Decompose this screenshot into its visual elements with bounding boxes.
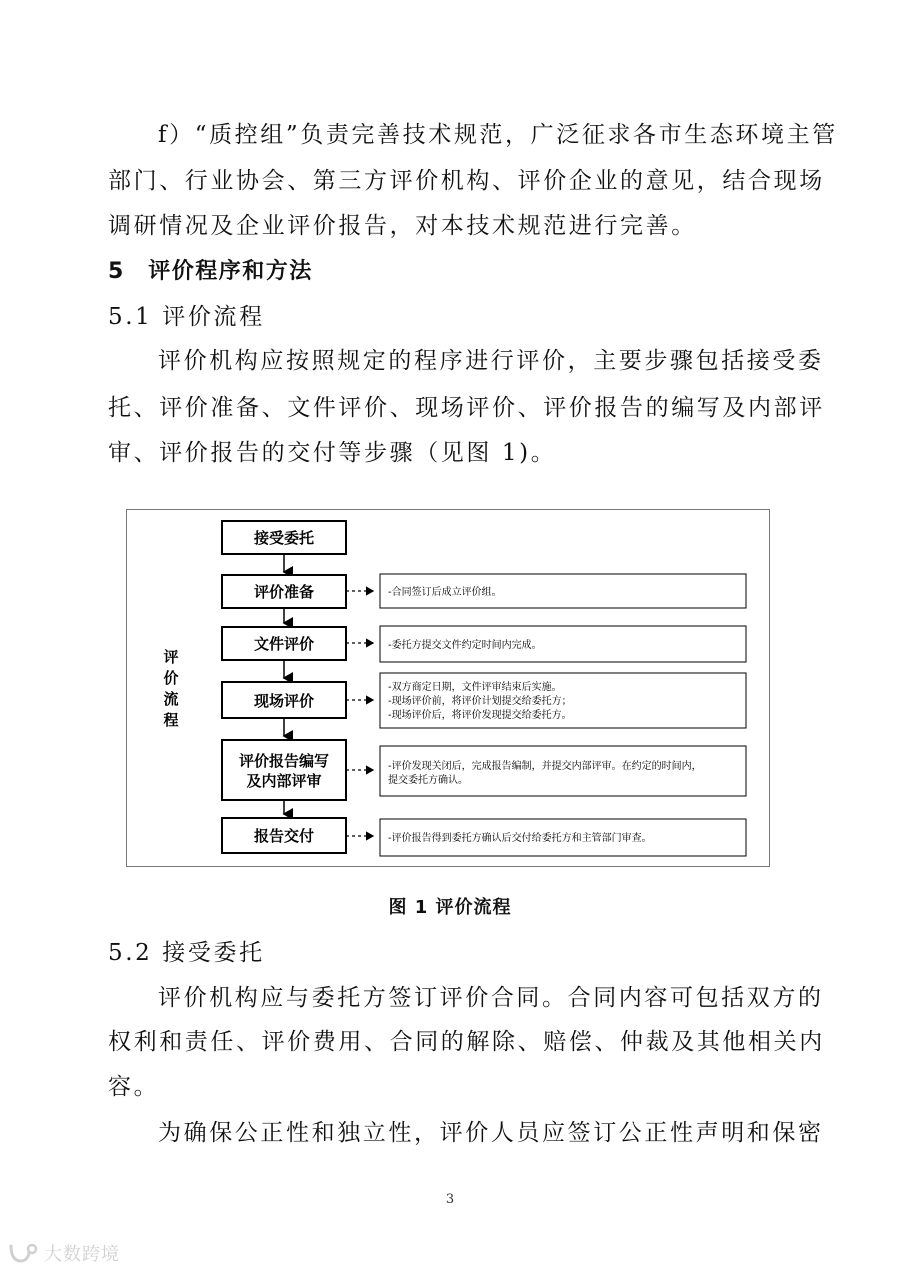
note-text: -委托方提交文件约定时间内完成。 xyxy=(388,640,542,651)
side-label-char: 流 xyxy=(163,690,179,708)
subsection-heading: 5.1 评价流程 xyxy=(108,304,265,330)
step-label: 现场评价 xyxy=(253,692,315,710)
subsection-heading: 5.2 接受委托 xyxy=(108,940,265,966)
paragraph-line: 评价机构应与委托方签订评价合同。合同内容可包括双方的 xyxy=(158,985,824,1011)
step-label: 评价报告编写 xyxy=(238,752,330,770)
note-text: -合同签订后成立评价组。 xyxy=(388,587,502,598)
step-label: 及内部评审 xyxy=(246,772,322,790)
side-label-char: 程 xyxy=(163,711,179,729)
note-text: -现场评价后，将评价发现提交给委托方。 xyxy=(388,710,572,721)
flowchart-figure xyxy=(126,509,770,867)
figure-caption: 图 1 评价流程 xyxy=(388,897,512,918)
watermark-logo-icon xyxy=(8,1242,38,1264)
watermark-text: 大数跨境 xyxy=(44,1244,120,1265)
note-text: -现场评价前，将评价计划提交给委托方； xyxy=(388,696,572,707)
watermark xyxy=(8,1240,120,1266)
side-label-char: 价 xyxy=(163,669,179,687)
side-label xyxy=(163,648,178,729)
section-heading: 5 评价程序和方法 xyxy=(108,259,313,284)
paragraph-line: 评价机构应按照规定的程序进行评价，主要步骤包括接受委 xyxy=(158,348,824,374)
step-label: 接受委托 xyxy=(253,529,315,547)
paragraph-line: f）“质控组”负责完善技术规范，广泛征求各市生态环境主管 xyxy=(158,122,838,148)
paragraph-line: 为确保公正性和独立性，评价人员应签订公正性声明和保密 xyxy=(158,1120,824,1146)
side-label-char: 评 xyxy=(163,648,179,666)
paragraph-line: 调研情况及企业评价报告，对本技术规范进行完善。 xyxy=(108,213,697,239)
step-box xyxy=(222,740,346,800)
note-text: -评价报告得到委托方确认后交付给委托方和主管部门审查。 xyxy=(388,833,652,844)
page-number: 3 xyxy=(445,1192,455,1207)
step-label: 文件评价 xyxy=(253,635,315,653)
paragraph-line: 权利和责任、评价费用、合同的解除、赔偿、仲裁及其他相关内 xyxy=(108,1029,825,1055)
note-text: -评价发现关闭后，完成报告编制，并提交内部评审。在约定的时间内， xyxy=(388,761,702,772)
paragraph-line: 托、评价准备、文件评价、现场评价、评价报告的编写及内部评 xyxy=(108,395,825,421)
flowchart-diagram xyxy=(127,510,769,866)
note-text: 提交委托方确认。 xyxy=(388,775,468,786)
step-label: 报告交付 xyxy=(253,827,315,845)
paragraph-line: 容。 xyxy=(108,1074,160,1100)
step-label: 评价准备 xyxy=(253,583,315,601)
note-text: -双方商定日期，文件评审结束后实施。 xyxy=(388,682,562,693)
paragraph-line: 审、评价报告的交付等步骤（见图 1)。 xyxy=(108,440,557,466)
paragraph-line: 部门、行业协会、第三方评价机构、评价企业的意见，结合现场 xyxy=(108,168,825,194)
